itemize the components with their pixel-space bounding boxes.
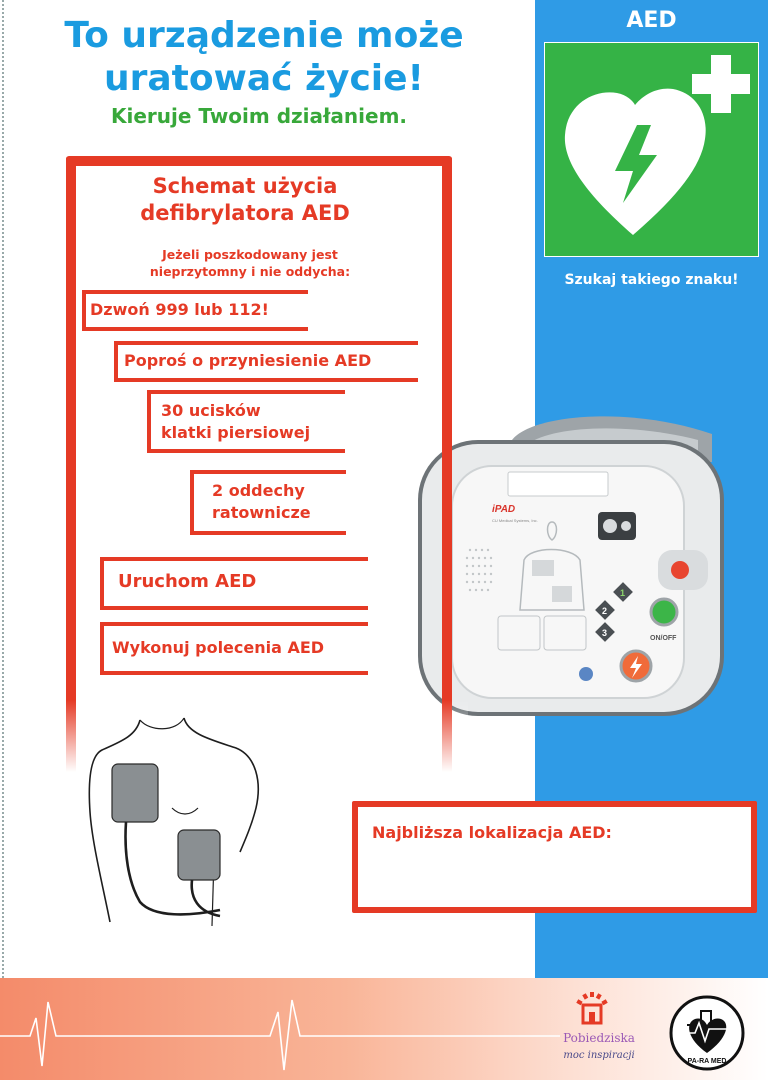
device-step-3: 3 <box>602 628 608 638</box>
scheme-title <box>80 173 410 227</box>
para-med-logo <box>667 993 747 1073</box>
scheme-title-line-2: defibrylatora AED <box>140 201 350 225</box>
step-6-text: Wykonuj polecenia AED <box>112 638 325 657</box>
step-3-text-line-1: 30 ucisków <box>161 401 261 420</box>
headline-line-1: To urządzenie może <box>64 15 464 56</box>
step-4-text-line-1: 2 oddechy <box>212 481 305 500</box>
step-4-text-line-2: ratownicze <box>212 503 311 522</box>
poster-headline <box>14 14 514 100</box>
scheme-condition <box>100 246 400 280</box>
sign-caption: Szukaj takiego znaku! <box>564 272 739 288</box>
device-step-2: 2 <box>602 606 608 616</box>
scheme-title-line-1: Schemat użycia <box>152 174 338 198</box>
aed-heart-lightning-icon <box>545 43 757 255</box>
step-call-emergency <box>86 294 300 326</box>
poster-subtitle: Kieruje Twoim działaniem. <box>110 104 408 128</box>
torso-pads-illustration <box>80 712 280 930</box>
device-onoff-label: ON/OFF <box>650 635 677 642</box>
aed-sign-label: AED <box>626 8 677 33</box>
pobiedziska-logo-slogan: moc inspiracji <box>563 1050 635 1061</box>
step-rescue-breaths <box>194 474 338 530</box>
aed-device-illustration <box>412 410 732 720</box>
step-5-text: Uruchom AED <box>118 571 257 592</box>
pobiedziska-logo-icon <box>572 990 612 1030</box>
device-step-1: 1 <box>620 588 626 598</box>
step-chest-compressions <box>151 394 337 448</box>
step-fetch-aed <box>118 345 410 377</box>
condition-line-2: nieprzytomny i nie oddycha: <box>149 264 351 279</box>
step-follow-aed <box>104 626 360 670</box>
device-brand: iPAD <box>492 504 516 515</box>
condition-line-1: Jeżeli poszkodowany jest <box>162 247 338 262</box>
aed-sign <box>544 42 759 257</box>
device-onoff-button <box>651 599 677 625</box>
heartbeat-line <box>0 978 560 1080</box>
para-med-logo-text: PA-RA MED <box>687 1058 727 1065</box>
nearest-location-label: Najbliższa lokalizacja AED: <box>372 823 612 842</box>
nearest-location-box <box>352 801 757 913</box>
left-dotted-edge <box>2 0 4 1080</box>
pobiedziska-logo-name: Pobiedziska <box>563 1031 635 1045</box>
headline-line-2: uratować życie! <box>104 58 424 99</box>
step-2-text: Poproś o przyniesienie AED <box>124 351 372 370</box>
step-3-text-line-2: klatki piersiowej <box>161 423 311 442</box>
step-1-text: Dzwoń 999 lub 112! <box>90 300 269 319</box>
step-turn-on-aed <box>104 561 360 605</box>
device-maker: CU Medical Systems, Inc. <box>492 518 538 523</box>
